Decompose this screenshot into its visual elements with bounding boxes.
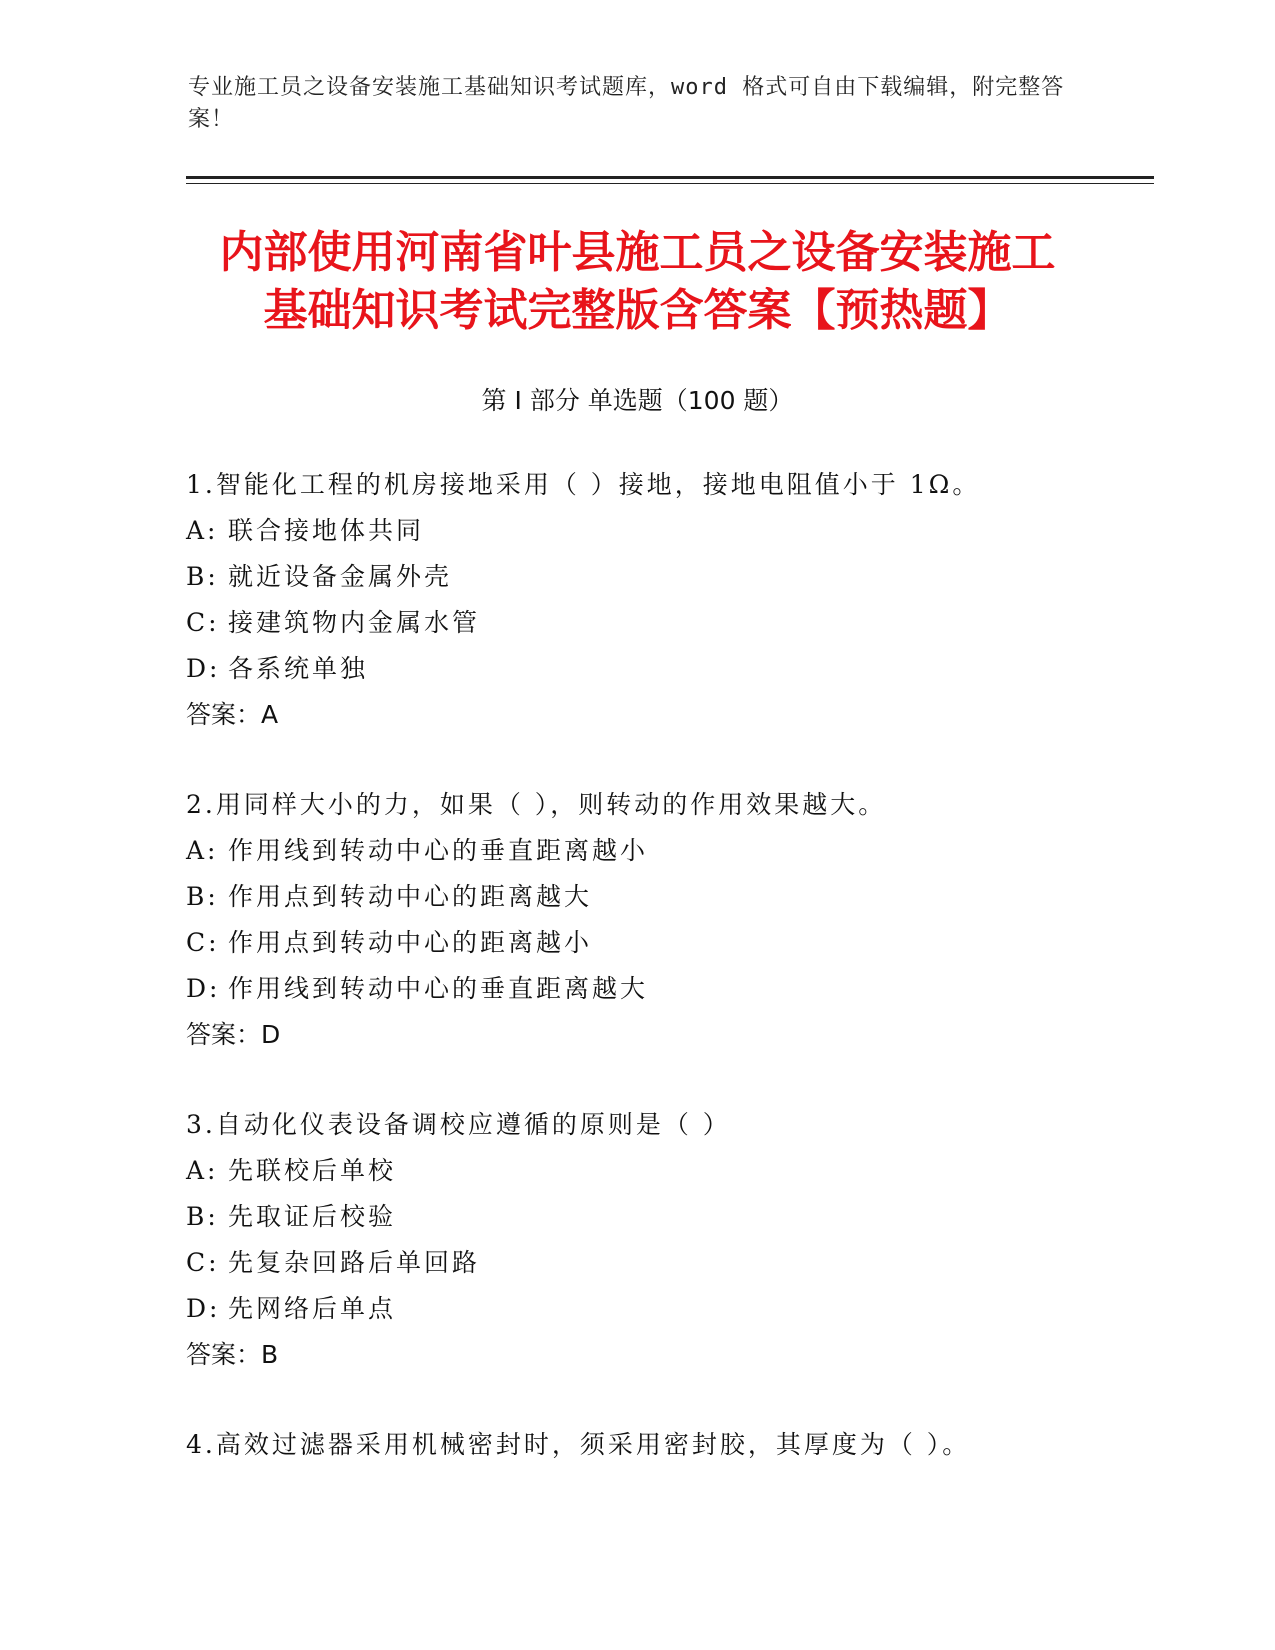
option-c [186,928,1146,974]
section-title: 第 I 部分 单选题（100 题） [481,386,794,415]
question-1 [186,470,1146,730]
option-text: 先联校后单校 [228,1156,397,1185]
option-d [186,974,1146,1020]
option-b [186,562,1146,608]
option-key: B: [186,562,219,591]
option-b [186,1202,1146,1248]
option-key: C: [186,928,220,957]
option-text: 接建筑物内金属水管 [228,608,481,637]
question-4 [186,1430,1146,1476]
question-stem: 3.自动化仪表设备调校应遵循的原则是（ ） [186,1110,731,1139]
option-text: 作用点到转动中心的距离越小 [228,928,593,957]
option-text: 作用线到转动中心的垂直距离越小 [228,836,649,865]
option-key: A: [186,836,219,865]
document-title-line-1: 内部使用河南省叶县施工员之设备安装施工 [219,227,1056,278]
option-text: 联合接地体共同 [228,516,425,545]
question-stem: 2.用同样大小的力，如果（ ），则转动的作用效果越大。 [186,790,887,819]
option-text: 各系统单独 [228,654,369,683]
option-key: C: [186,1248,220,1277]
option-c [186,1248,1146,1294]
option-text: 就近设备金属外壳 [228,562,453,591]
option-key: B: [186,882,219,911]
option-a [186,836,1146,882]
answer: 答案：D [186,1020,281,1049]
option-text: 先网络后单点 [228,1294,397,1323]
option-a [186,516,1146,562]
option-c [186,608,1146,654]
document-title-line-2: 基础知识考试完整版含答案【预热题】 [263,285,1012,336]
option-key: A: [186,516,219,545]
header-note: 专业施工员之设备安装施工基础知识考试题库，word 格式可自由下载编辑，附完整答案！ [188,75,1065,132]
option-text: 作用线到转动中心的垂直距离越大 [228,974,649,1003]
option-d [186,1294,1146,1340]
option-text: 先复杂回路后单回路 [228,1248,481,1277]
option-key: A: [186,1156,219,1185]
option-key: C: [186,608,220,637]
answer: 答案：A [186,700,279,729]
question-stem: 1.智能化工程的机房接地采用（ ）接地，接地电阻值小于 1Ω。 [186,470,981,499]
option-b [186,882,1146,928]
option-key: D: [186,654,221,683]
question-stem: 4.高效过滤器采用机械密封时，须采用密封胶，其厚度为（ ）。 [186,1430,971,1459]
question-2 [186,790,1146,1050]
header-divider-thick [186,176,1154,179]
option-key: D: [186,974,221,1003]
question-list [186,470,1146,1536]
question-3 [186,1110,1146,1370]
option-text: 先取证后校验 [228,1202,397,1231]
option-text: 作用点到转动中心的距离越大 [228,882,593,911]
document-title [150,224,1125,340]
header-divider-thin [186,183,1154,184]
option-key: D: [186,1294,221,1323]
option-a [186,1156,1146,1202]
answer: 答案：B [186,1340,279,1369]
option-d [186,654,1146,700]
option-key: B: [186,1202,219,1231]
